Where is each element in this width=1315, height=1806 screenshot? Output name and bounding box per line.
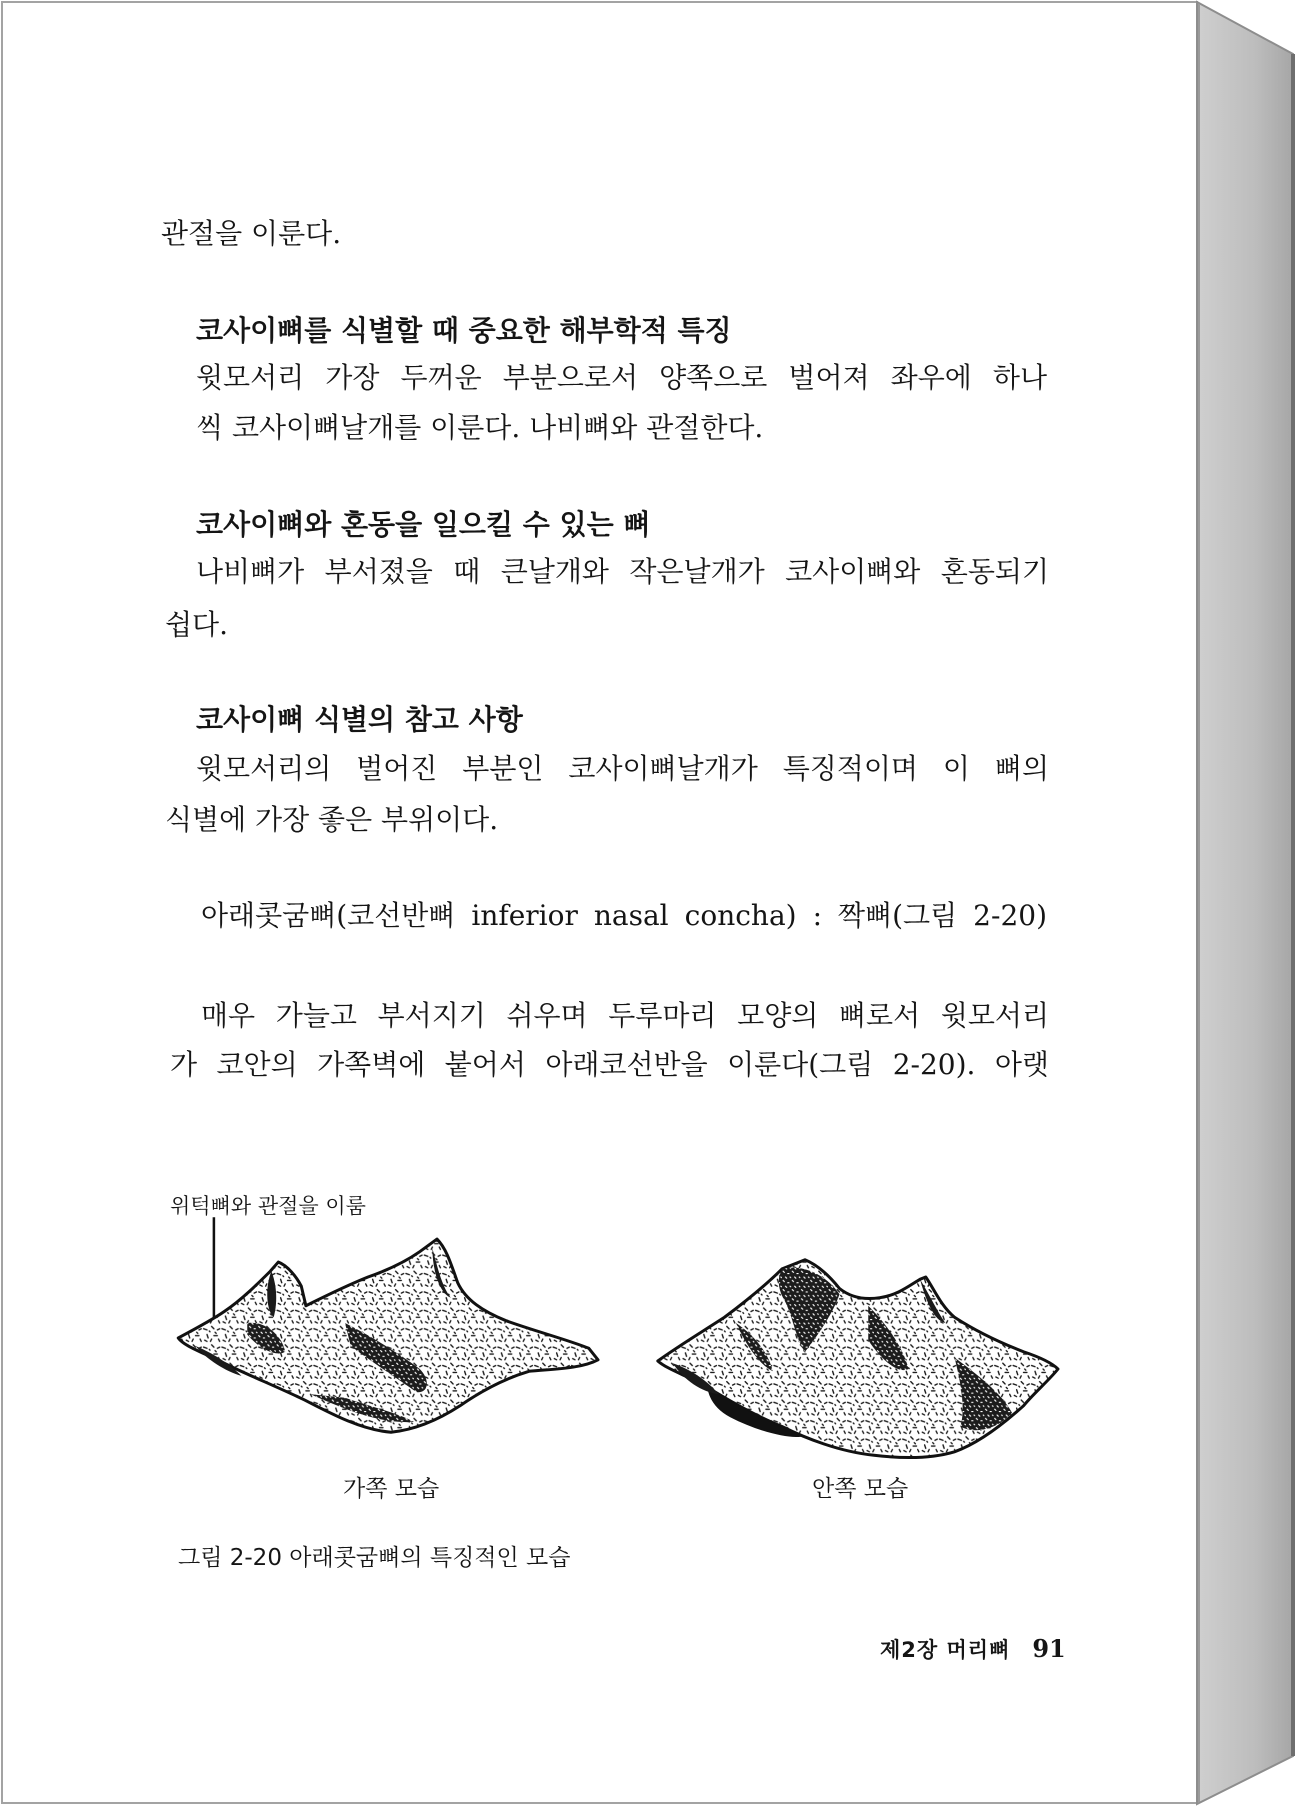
figure-annotation: 위턱뼈와 관절을 이룸 [170,1194,366,1218]
medial-bone-outline [658,1260,1058,1458]
page-number: 91 [1032,1634,1066,1663]
paragraph-line: 나비뼈가 부서졌을 때 큰날개와 작은날개가 코사이뼈와 혼동되기 [196,555,1049,588]
section-heading: 코사이뼈와 혼동을 일으킬 수 있는 뼈 [196,508,651,541]
entry-title: 아래콧굼뼈(코선반뼈 inferior nasal concha) : 짝뼈(그림 2-20) [201,899,1047,932]
figure-2-20-illustration [161,1185,1081,1484]
section-heading: 코사이뼈를 식별할 때 중요한 해부학적 특징 [196,314,732,347]
figure-caption: 그림 2-20 아래콧굼뼈의 특징적인 모습 [178,1545,571,1571]
paragraph-line: 쉽다. [165,608,228,641]
lateral-view-caption: 가쪽 모습 [343,1476,440,1502]
paragraph-line: 씩 코사이뼈날개를 이룬다. 나비뼈와 관절한다. [196,411,764,444]
book-edge [1197,2,1293,1804]
opening-line: 관절을 이룬다. [161,217,342,250]
paragraph-line: 가 코안의 가쪽벽에 붙어서 아래코선반을 이룬다(그림 2-20). 아랫 [170,1048,1049,1081]
paragraph-line: 식별에 가장 좋은 부위이다. [165,803,499,836]
lateral-view-bone [178,1239,598,1432]
lateral-bone-outline [178,1239,598,1432]
paragraph-line: 윗모서리의 벌어진 부분인 코사이뼈날개가 특징적이며 이 뼈의 [196,752,1049,785]
chapter-title: 제2장 머리뼈 [880,1638,1011,1662]
page-footer [880,1634,1066,1664]
medial-view-caption: 안쪽 모습 [812,1476,909,1502]
medial-view-bone [658,1260,1058,1458]
section-heading: 코사이뼈 식별의 참고 사항 [196,703,523,736]
paragraph-line: 윗모서리 가장 두꺼운 부분으로서 양쪽으로 벌어져 좌우에 하나 [196,361,1047,394]
paragraph-line: 매우 가늘고 부서지기 쉬우며 두루마리 모양의 뼈로서 윗모서리 [201,999,1049,1032]
